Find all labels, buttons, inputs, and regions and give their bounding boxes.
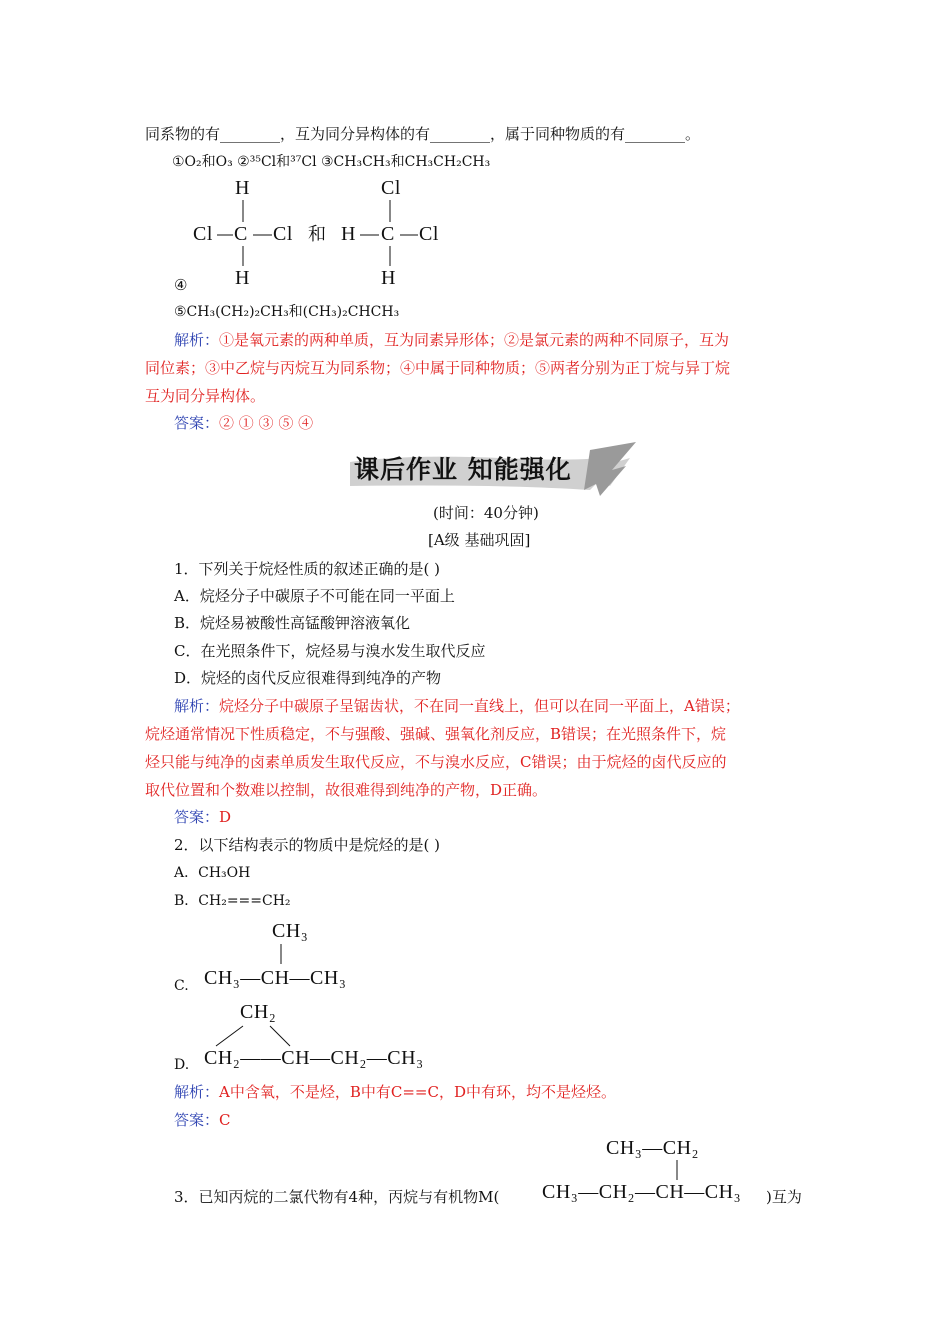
struct-right-right: Cl [419,223,439,245]
analysis-label: 解析： [174,331,220,349]
q2-c-label: C. [174,978,189,994]
q1-stem: 1．下列关于烷烃性质的叙述正确的是( ) [174,560,441,578]
analysis-line-3: 互为同分异构体。 [145,387,266,405]
struct-right-center: C [381,223,395,245]
blank-line-text: 同系物的有________，互为同分异构体的有________，属于同种物质的有________。 [145,125,701,143]
q2-stem: 2．以下结构表示的物质中是烷烃的是( ) [174,836,441,854]
q1-option-c: C．在光照条件下，烷烃易与溴水发生取代反应 [174,642,486,660]
analysis-line-2: 同位素；③中乙烷与丙烷互为同系物；④中属于同种物质；⑤两者分别为正丁烷与异丁烷 [145,359,731,377]
q1-analysis-line-4: 取代位置和个数难以控制，故很难得到纯净的产物，D正确。 [145,781,548,799]
q2-d-top: CH₂ [240,1001,277,1023]
q3-formula-top: CH₃—CH₂ [606,1137,700,1159]
q1-option-b: B．烷烃易被酸性高锰酸钾溶液氧化 [174,614,411,632]
q1-answer-text: D [219,808,232,826]
struct-left-center: C [234,223,248,245]
struct-left-left: Cl [193,223,213,245]
struct-right-bottom: H [381,267,396,289]
q1-option-d: D．烷烃的卤代反应很难得到纯净的产物 [174,669,442,687]
q1-analysis-text: 烷烃分子中碳原子呈锯齿状，不在同一直线上，但可以在同一平面上，A错误； [219,697,740,715]
q3-stem-start: 3．已知丙烷的二氯代物有4种，丙烷与有机物M( [174,1188,500,1206]
struct-right-left: H [341,223,356,245]
q2-answer-text: C [219,1111,231,1129]
q2-analysis-text: A中含氧，不是烃，B中有C==C，D中有环，均不是烃烃。 [219,1083,616,1101]
q3-formula-main: CH₃—CH₂—CH—CH₃ [542,1181,742,1203]
item-5: ⑤CH₃(CH₂)₂CH₃和(CH₃)₂CHCH₃ [174,304,400,320]
level-label: [A级 基础巩固] [428,531,531,549]
answer-text: ② ① ③ ⑤ ④ [219,414,314,432]
section-title: 课后作业 知能强化 [354,455,572,484]
q1-answer-label: 答案： [174,808,220,826]
q3-stem-end: )互为 [766,1188,802,1206]
q1-analysis-label: 解析： [174,697,220,715]
q2-option-b: B．CH₂===CH₂ [174,893,291,909]
q2-c-top: CH₃ [272,920,309,942]
item-list-1-3: ①O₂和O₃ ②³⁵Cl和³⁷Cl ③CH₃CH₃和CH₃CH₂CH₃ [172,154,491,170]
q1-analysis-line-3: 烃只能与纯净的卤素单质发生取代反应，不与溴水反应，C错误；由于烷烃的卤代反应的 [145,753,727,771]
time-note: (时间：40分钟) [433,504,539,522]
struct-and: 和 [308,224,327,244]
q2-analysis-label: 解析： [174,1083,220,1101]
q1-option-a: A．烷烃分子中碳原子不可能在同一平面上 [174,587,455,605]
analysis-text: ①是氧元素的两种单质，互为同素异形体；②是氯元素的两种不同原子，互为 [219,331,730,349]
answer-label: 答案： [174,414,220,432]
q2-c-main: CH₃—CH—CH₃ [204,967,347,989]
q2-d-main: CH₂——CH—CH₂—CH₃ [204,1047,424,1069]
struct-left-top: H [235,177,250,199]
item-4-label: ④ [174,276,188,294]
q2-answer-label: 答案： [174,1111,220,1129]
q1-analysis-line-2: 烷烃通常情况下性质稳定，不与强酸、强碱、强氧化剂反应，B错误；在光照条件下，烷 [145,725,727,743]
struct-left-right: Cl [273,223,293,245]
q2-d-label: D. [174,1057,190,1073]
struct-right-top: Cl [381,177,401,199]
struct-left-bottom: H [235,267,250,289]
q2-option-a: A．CH₃OH [174,865,251,881]
